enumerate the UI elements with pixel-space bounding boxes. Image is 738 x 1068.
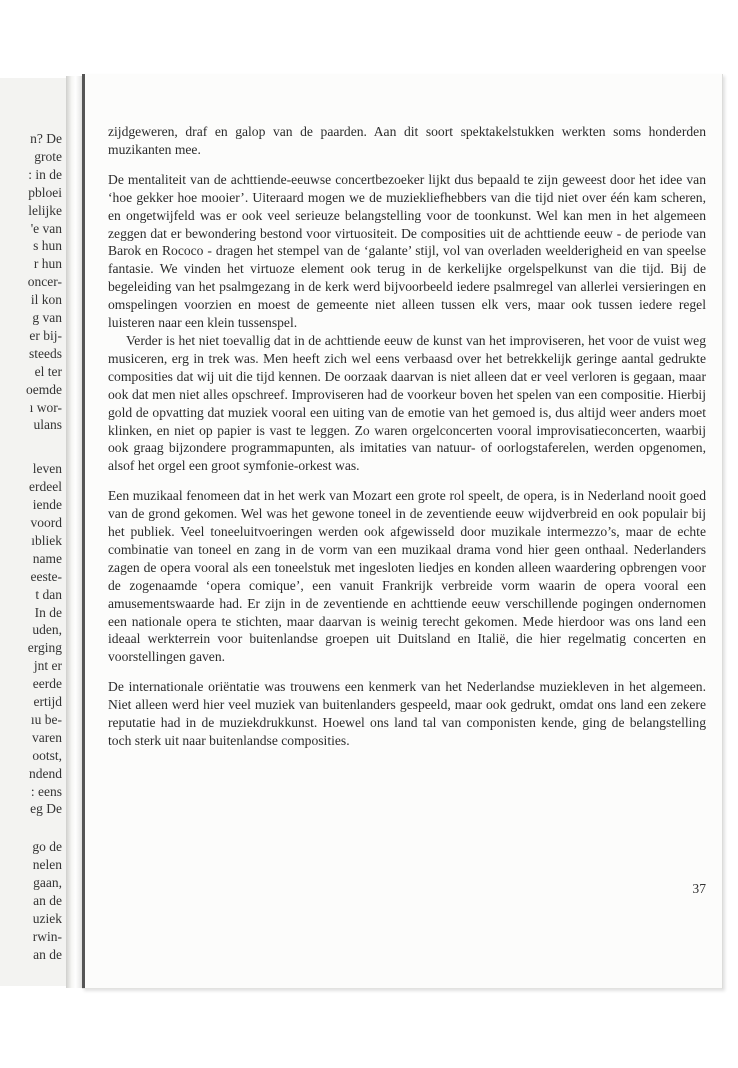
paragraph: De internationale oriëntatie was trouwens een kenmerk van het Nederlandse muziekleven in het algemeen. Niet alleen werd hier veel muziek van buitenlanders gespeeld, maar ook gedrukt, omdat ons land een zekere reputatie had in de muziekdrukkunst. Hoewel ons land tal van componisten kende, ging de belangstelling toch sterk uit naar buitenlandse composities. [108,679,706,748]
previous-page-line: leven [32,461,62,477]
previous-page-line: grote [34,148,62,164]
previous-page-line: eeste- [30,568,62,584]
previous-page-line: voord [30,515,62,530]
previous-page-line: g van [32,310,62,325]
previous-page-line: rwin- [32,928,62,944]
previous-page-line: iende [32,497,62,513]
previous-page-line: jnt er [33,658,62,674]
previous-page-line: oncer- [27,274,62,290]
previous-page-line: ıbliek [31,532,62,548]
previous-page-line: erging [27,640,62,656]
paragraph: Verder is het niet toevallig dat in de achttiende eeuw de kunst van het improviseren, het voor de vuist weg musiceren, erg in trek was. Men heeft zich wel eens verbaasd over het betrekkelijk geringe aantal gedrukte composities dat wij uit die tijd kennen. De oorzaak daarvan is niet alleen dat er veel verloren is gegaan, maar ook dat men niet alles opschreef. Improviseren had de voorkeur boven het spelen van een compositie. Hierbij gold de opvatting dat muziek vooral een uiting van de emotie van het gemoed is, dus altijd weer anders moet klinken, en niet op papier is vast te leggen. Zo waren orgelconcerten vooral improvisatieconcerten, waarbij ook graag bijzondere programmapunten, als imitaties van natuur- of oorlogstaferelen, werden opgenomen, alsof het orgel een groot symfonie-orkest was. [108,332,706,474]
previous-page-line: n? De [30,131,62,146]
previous-page-line: : in de [28,166,62,182]
book-page [82,74,723,989]
previous-page-line: steeds [29,345,62,361]
previous-page-line: el ter [34,363,62,379]
previous-page-line: lelijke [28,202,62,218]
paragraph: Een muzikaal fenomeen dat in het werk van Mozart een grote rol speelt, de opera, is in Nederland nooit goed van de grond gekomen. Wel was het gewone toneel in de zeventiende eeuw wijdverbreid en ook populair bij het publiek. Veel toneeluitvoeringen werden ook afgewisseld door muzikale intermezzo’s, maar de echte combinatie van toneel en zang in de vorm van een muzikaal drama vond hier geen onthaal. Nederlanders zagen de opera vooral als een toneelstuk met ingesloten liedjes en konden alleen waardering opbrengen voor de zogenaamde ‘opera comique’, een vanuit Frankrijk verbreide vorm waarin de opera vooral een amusementswaarde had. Er zijn in de zeventiende en achttiende eeuw verschillende pogingen ondernomen een nationale opera te stichten, maar daarvan is weinig terecht gekomen. Mede hierdoor was ons land een ideaal werkterrein voor buitenlandse groepen uit Duitsland en Italië, die hier regelmatig concerten en voorstellingen gaven. [108,488,706,665]
previous-page-line: uden, [32,622,62,638]
previous-page-line: uziek [32,910,62,926]
previous-page-line: ulans [33,417,62,433]
previous-page-edge [0,78,66,986]
previous-page-line: name [32,550,62,566]
previous-page-line: eerde [32,676,62,692]
previous-page-line: gaan, [33,875,62,891]
previous-page-line: go de [32,839,62,855]
previous-page-line: : eens [30,783,62,799]
previous-page-line: erdeel [29,479,62,495]
previous-page-line: nelen [32,857,62,873]
previous-page-line: varen [32,729,62,745]
previous-page-line: an de [33,893,62,908]
paragraph: zijdgeweren, draf en galop van de paarden. Aan dit soort spektakelstukken werkten soms honderden muzikanten mee. [108,124,706,157]
previous-page-line: il kon [30,292,62,308]
previous-page-line: er bij- [29,327,62,343]
previous-page-line: In de [34,604,62,620]
page-number: 37 [692,881,706,896]
previous-page-line: ıu be- [30,711,62,727]
previous-page-line: r hun [33,256,62,272]
previous-page-line: t dan [35,586,62,602]
previous-page-line: ndend [29,765,62,781]
previous-page-line: 'e van [30,220,62,236]
previous-page-line: s hun [33,238,62,254]
previous-page-line: eg De [30,801,62,817]
previous-page-line: oemde [26,381,62,397]
paragraph: De mentaliteit van de achttiende-eeuwse concertbezoeker lijkt dus bepaald te zijn geweest door het idee van ‘hoe gekker hoe mooier’. Uiteraard mogen we de muziekliefhebbers van die tijd niet over één kam scheren, en ongetwijfeld was er ook veel serieuze belangstelling voor de toonkunst. Wel kan men in het algemeen zeggen dat er bewondering bestond voor virtuositeit. De composities uit de achttiende eeuw - de periode van Barok en Rococo - dragen het stempel van de ‘galante’ stijl, vol van overladen weelderigheid en van speelse fantasie. We vinden het virtuoze element ook terug in de kerkelijke orgelspelkunst van die tijd. Bij de begeleiding van het psalmgezang in de kerk werd bijvoorbeeld iedere psalmregel van allerlei versieringen en omspelingen voorzien en moest de gemeente niet alleen tussen elk vers, maar ook tussen iedere regel luisteren naar een klein tussenspel. [108,171,706,331]
previous-page-line: ootst, [32,747,62,763]
body-text [108,123,706,750]
previous-page-line: ı wor- [29,399,62,415]
previous-page-line: an de [33,946,62,962]
book-spine [66,76,82,988]
previous-page-line: pbloei [28,184,62,200]
previous-page-line: ertijd [33,694,62,709]
